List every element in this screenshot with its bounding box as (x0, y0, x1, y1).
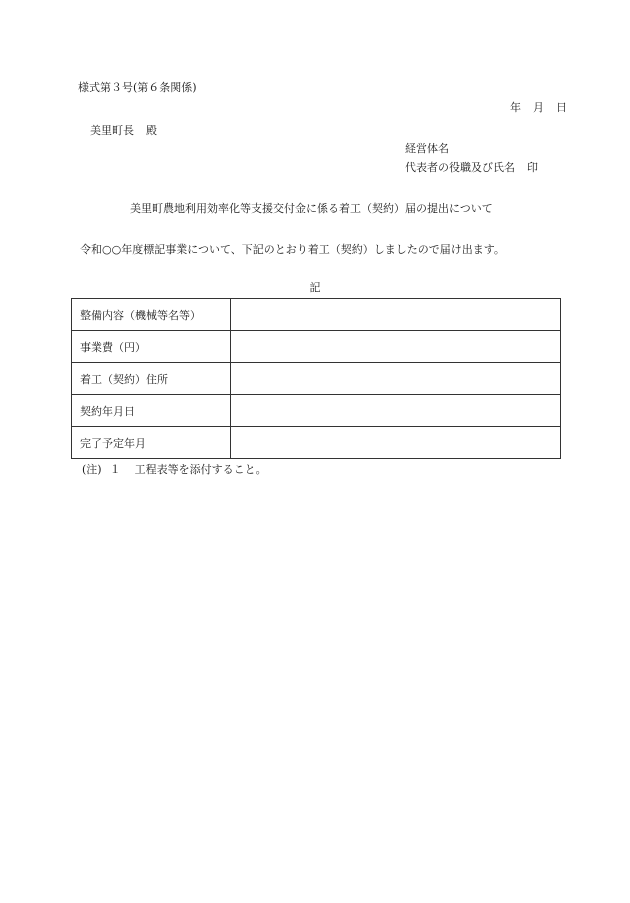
representative-label: 代表者の役職及び氏名 (405, 161, 515, 174)
addressee-name: 美里町長 (90, 124, 134, 137)
date-day: 日 (556, 101, 567, 114)
document-title: 美里町農地利用効率化等支援交付金に係る着工（契約）届の提出について (130, 202, 493, 215)
row-label: 完了予定年月 (72, 427, 231, 459)
date-line (510, 101, 567, 115)
row-label: 契約年月日 (72, 395, 231, 427)
note-prefix: (注) (82, 463, 102, 476)
form-number: 様式第３号(第６条関係) (78, 81, 197, 94)
applicant-business-label: 経営体名 (405, 142, 449, 155)
table-row (72, 331, 561, 363)
note (82, 463, 267, 477)
applicant-representative (405, 161, 538, 175)
date-month: 月 (533, 101, 544, 114)
ki-heading: 記 (309, 281, 321, 294)
row-value (231, 331, 561, 363)
table-row (72, 427, 561, 459)
row-value (231, 363, 561, 395)
details-table (71, 298, 561, 459)
row-label: 整備内容（機械等名等） (72, 299, 231, 331)
seal-mark: 印 (527, 161, 538, 174)
note-text: 工程表等を添付すること。 (134, 463, 267, 476)
note-number: １ (109, 463, 121, 476)
table-row (72, 299, 561, 331)
row-label: 事業費（円） (72, 331, 231, 363)
row-label: 着工（契約）住所 (72, 363, 231, 395)
row-value (231, 395, 561, 427)
table-row (72, 363, 561, 395)
addressee (90, 124, 157, 138)
row-value (231, 427, 561, 459)
addressee-honorific: 殿 (146, 124, 157, 137)
date-year: 年 (510, 101, 521, 114)
row-value (231, 299, 561, 331)
table-row (72, 395, 561, 427)
body-text: 令和○○年度標記事業について、下記のとおり着工（契約）しましたので届け出ます。 (80, 243, 505, 256)
